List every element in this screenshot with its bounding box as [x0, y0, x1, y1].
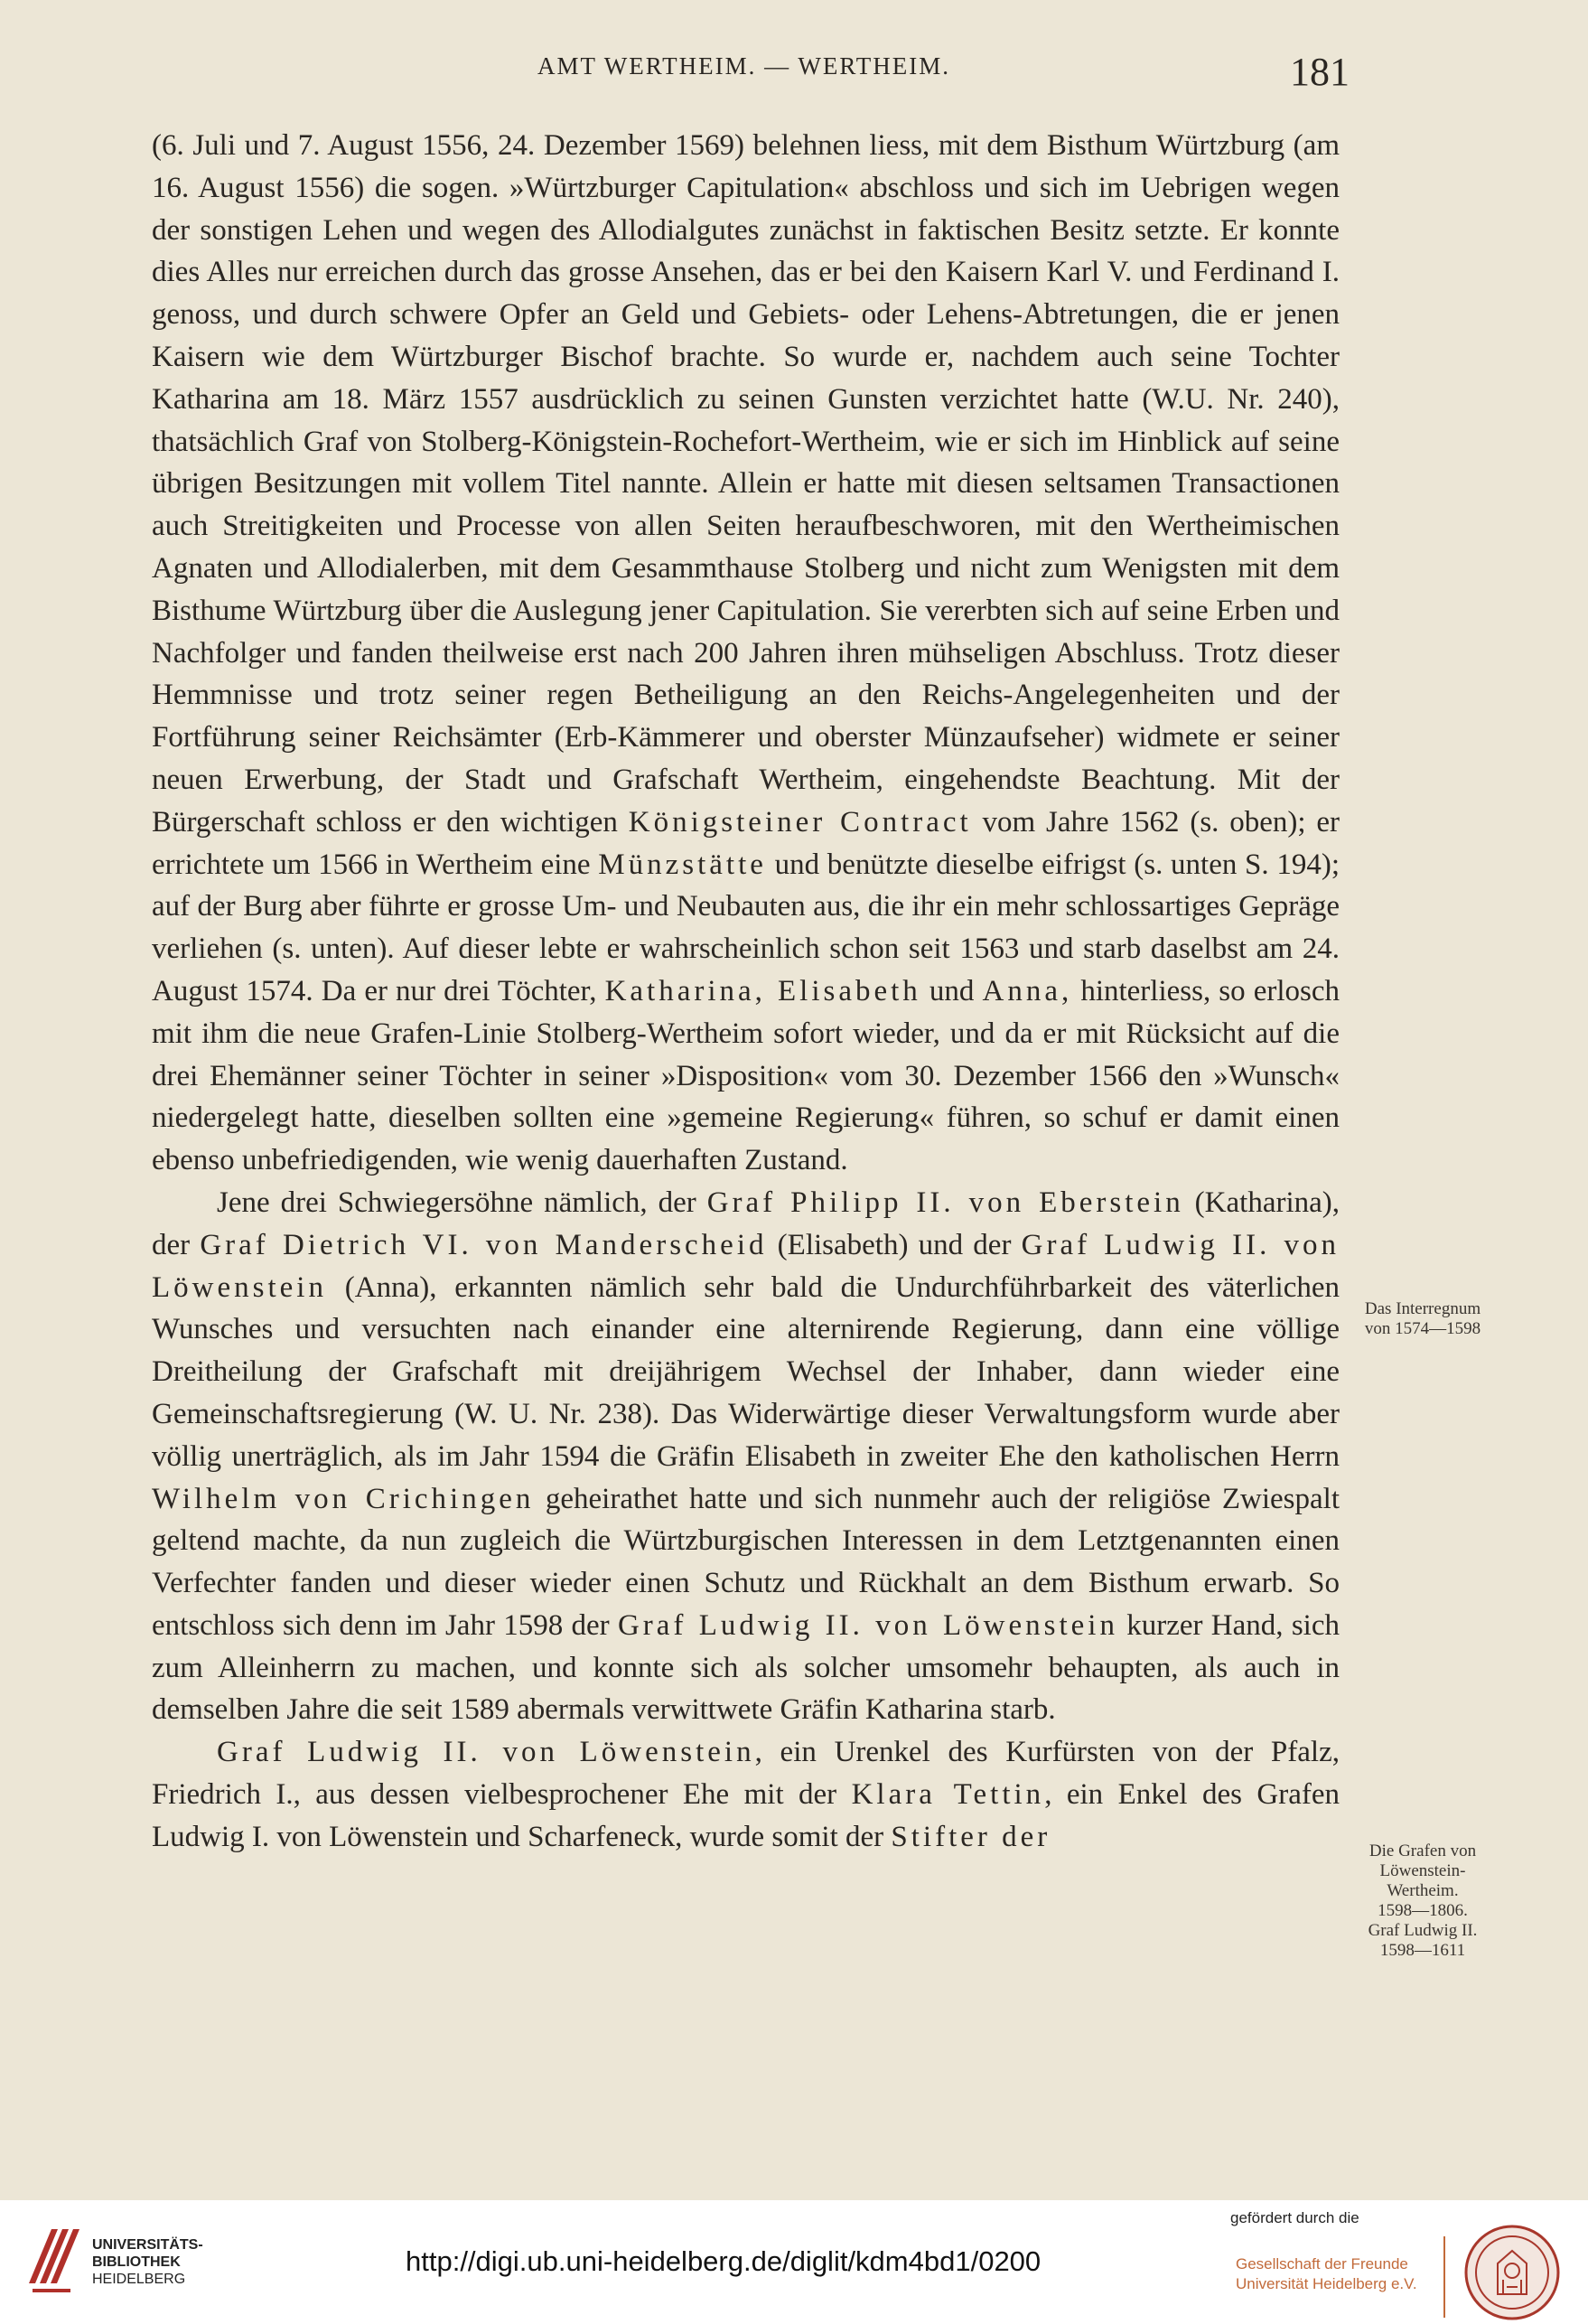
spaced-text: Graf Philipp II. von Eberstein [706, 1185, 1184, 1219]
marginal-line: 1598—1611 [1379, 1941, 1466, 1960]
text-run: und [920, 974, 983, 1007]
spaced-text: Münzstätte [598, 848, 767, 881]
footer-divider [1443, 2236, 1445, 2318]
spaced-text: Graf Ludwig II. von Löwenstein [617, 1608, 1118, 1642]
page-number: 181 [1290, 50, 1350, 94]
marginal-line: Löwenstein- [1379, 1861, 1466, 1880]
spaced-text: Stifter der [891, 1820, 1051, 1853]
text-run: vom Jahre 1562 (s. oben); er errichtete um 1566 in Wertheim eine [152, 805, 1340, 881]
library-logo-icon [20, 2220, 83, 2301]
marginal-line: Das Interregnum [1364, 1299, 1481, 1318]
sponsor-name-line: Universität Heidelberg e.V. [1236, 2275, 1417, 2292]
page-header [0, 52, 1588, 107]
text-run: Jene drei Schwiegersöhne nämlich, der [217, 1185, 707, 1219]
running-head: AMT WERTHEIM. — WERTHEIM. [537, 52, 950, 80]
spaced-text: Klara Tettin [851, 1778, 1045, 1812]
library-name-line: BIBLIOTHEK [92, 2254, 181, 2270]
marginal-line: Wertheim. [1387, 1881, 1459, 1900]
spaced-text: Graf Ludwig II. von Löwenstein [217, 1736, 755, 1769]
permalink-url[interactable]: http://digi.ub.uni-heidelberg.de/diglit/kdm4bd1/0200 [406, 2245, 1042, 2277]
paragraph-3 [152, 1731, 1340, 1858]
library-name-line: HEIDELBERG [92, 2272, 186, 2287]
library-name-line: UNIVERSITÄTS- [92, 2237, 203, 2253]
sponsor-name-line: Gesellschaft der Freunde [1236, 2255, 1408, 2272]
spaced-text: Graf Ludwig II. von Löwenstein [152, 1228, 1340, 1304]
text-run: geheirathet hatte und sich nunmehr auch der religiöse Zwiespalt geltend machte, da nun zugleich die Würtzburgischen Interessen in dem Letztgenannten einen Verfechter fanden und dieser wieder einen Schutz und Rückhalt an dem Bisthum erwarb. So entschloss sich denn im Jahr 1598 der [152, 1482, 1340, 1642]
text-run: hinterliess, so erlosch mit ihm die neue Grafen-Linie Stolberg-Wertheim sofort wieder, und da er mit Rücksicht auf die drei Ehemänner seiner Töchter in seiner »Disposition« vom 30. Dezember 1566 den »Wunsch« niedergelegt hatte, dieselben sollten eine »gemeine Regierung« führen, so schuf er damit einen ebenso unbefriedigenden, wie wenig dauerhaften Zustand. [152, 974, 1340, 1177]
spaced-text: Anna, [982, 974, 1073, 1007]
paragraph-2 [152, 1182, 1340, 1731]
library-name [92, 2236, 203, 2288]
text-run: (Elisabeth) und der [767, 1228, 1022, 1261]
marginal-note-interregnum [1332, 1299, 1513, 1339]
text-run: (Katharina), der [152, 1185, 1340, 1261]
text-run: und benützte dieselbe eifrigst (s. unten S. 194); auf der Burg aber führte er grosse Um- und Neubauten aus, die ihr ein mehr schlossartiges Gepräge verliehen (s. unten). Auf dieser lebte er wahrscheinlich schon seit 1563 und starb daselbst am 24. August 1574. Da er nur drei Töchter, [152, 848, 1340, 1007]
spaced-text: Katharina, Elisabeth [604, 974, 921, 1007]
sponsor-intro: gefördert durch die [1230, 2209, 1359, 2226]
main-text [152, 125, 1340, 1859]
text-run: kurzer Hand, sich zum Alleinherrn zu machen, und konnte sich als solcher umsomehr behaupten, als auch in demselben Jahre die seit 1589 abermals verwittwete Gräfin Katharina starb. [152, 1608, 1340, 1727]
spaced-text: Graf Dietrich VI. von Manderscheid [200, 1228, 768, 1261]
marginal-line: Graf Ludwig II. [1368, 1921, 1478, 1940]
marginal-line: Die Grafen von [1368, 1841, 1477, 1860]
text-run: (Anna), erkannten nämlich sehr bald die Undurchführbarkeit des väterlichen Wunsches und versuchten nach einander eine alternirende Regierung, dann eine völlige Dreitheilung der Grafschaft mit dreijährigem Wechsel der Inhaber, dann wieder eine Gemeinschaftsregierung (W. U. Nr. 238). Das Widerwärtige dieser Verwaltungsform wurde aber völlig unerträglich, als im Jahr 1594 die Gräfin Elisabeth in zweiter Ehe den katholischen Herrn [152, 1270, 1340, 1473]
paragraph-1 [152, 125, 1340, 1182]
marginal-note-loewenstein [1332, 1841, 1513, 1961]
university-seal-icon [1463, 2224, 1561, 2321]
spaced-text: Königsteiner Contract [628, 805, 972, 839]
text-run: , ein Enkel des Grafen Ludwig I. von Löwenstein und Scharfeneck, wurde somit der [152, 1778, 1340, 1853]
spaced-text: Wilhelm von Crichingen [152, 1482, 535, 1515]
marginal-line: 1598—1806. [1378, 1901, 1468, 1920]
digitization-footer [0, 2200, 1588, 2324]
text-run: , ein Urenkel des Kurfürsten von der Pfalz, Friedrich I., aus dessen vielbesprochener Ehe mit der [152, 1736, 1340, 1812]
sponsor-name [1236, 2254, 1417, 2294]
text-run: (6. Juli und 7. August 1556, 24. Dezember 1569) belehnen liess, mit dem Bisthum Würtzburg (am 16. August 1556) die sogen. »Würtzburger Capitulation« abschloss und sich im Uebrigen wegen der sonstigen Lehen und wegen des Allodialgutes zunächst in faktischen Besitz setzte. Er konnte dies Alles nur erreichen durch das grosse Ansehen, das er bei den Kaisern Karl V. und Ferdinand I. genoss, und durch schwere Opfer an Geld und Gebiets- oder Lehens-Abtretungen, die er jenen Kaisern wie dem Würtzburger Bischof brachte. So wurde er, nachdem auch seine Tochter Katharina am 18. März 1557 ausdrücklich zu seinen Gunsten verzichtet hatte (W.U. Nr. 240), thatsächlich Graf von Stolberg-Königstein-Rochefort-Wertheim, wie er sich im Hinblick auf seine übrigen Besitzungen mit vollem Titel nannte. Allein er hatte mit diesen seltsamen Transactionen auch Streitigkeiten und Processe von allen Seiten heraufbeschworen, mit den Wertheimischen Agnaten und Allodialerben, mit dem Gesammthause Stolberg und nicht zum Wenigsten mit dem Bisthume Würtzburg über die Auslegung jener Capitulation. Sie vererbten sich auf seine Erben und Nachfolger und fanden theilweise erst nach 200 Jahren ihren mühseligen Abschluss. Trotz dieser Hemmnisse und trotz seiner regen Betheiligung an den Reichs-Angelegenheiten und der Fortführung seiner Reichsämter (Erb-Kämmerer und oberster Münzaufseher) widmete er seiner neuen Erwerbung, der Stadt und Grafschaft Wertheim, eingehendste Beachtung. Mit der Bürgerschaft schloss er den wichtigen [152, 129, 1340, 839]
marginal-line: von 1574—1598 [1364, 1319, 1481, 1338]
